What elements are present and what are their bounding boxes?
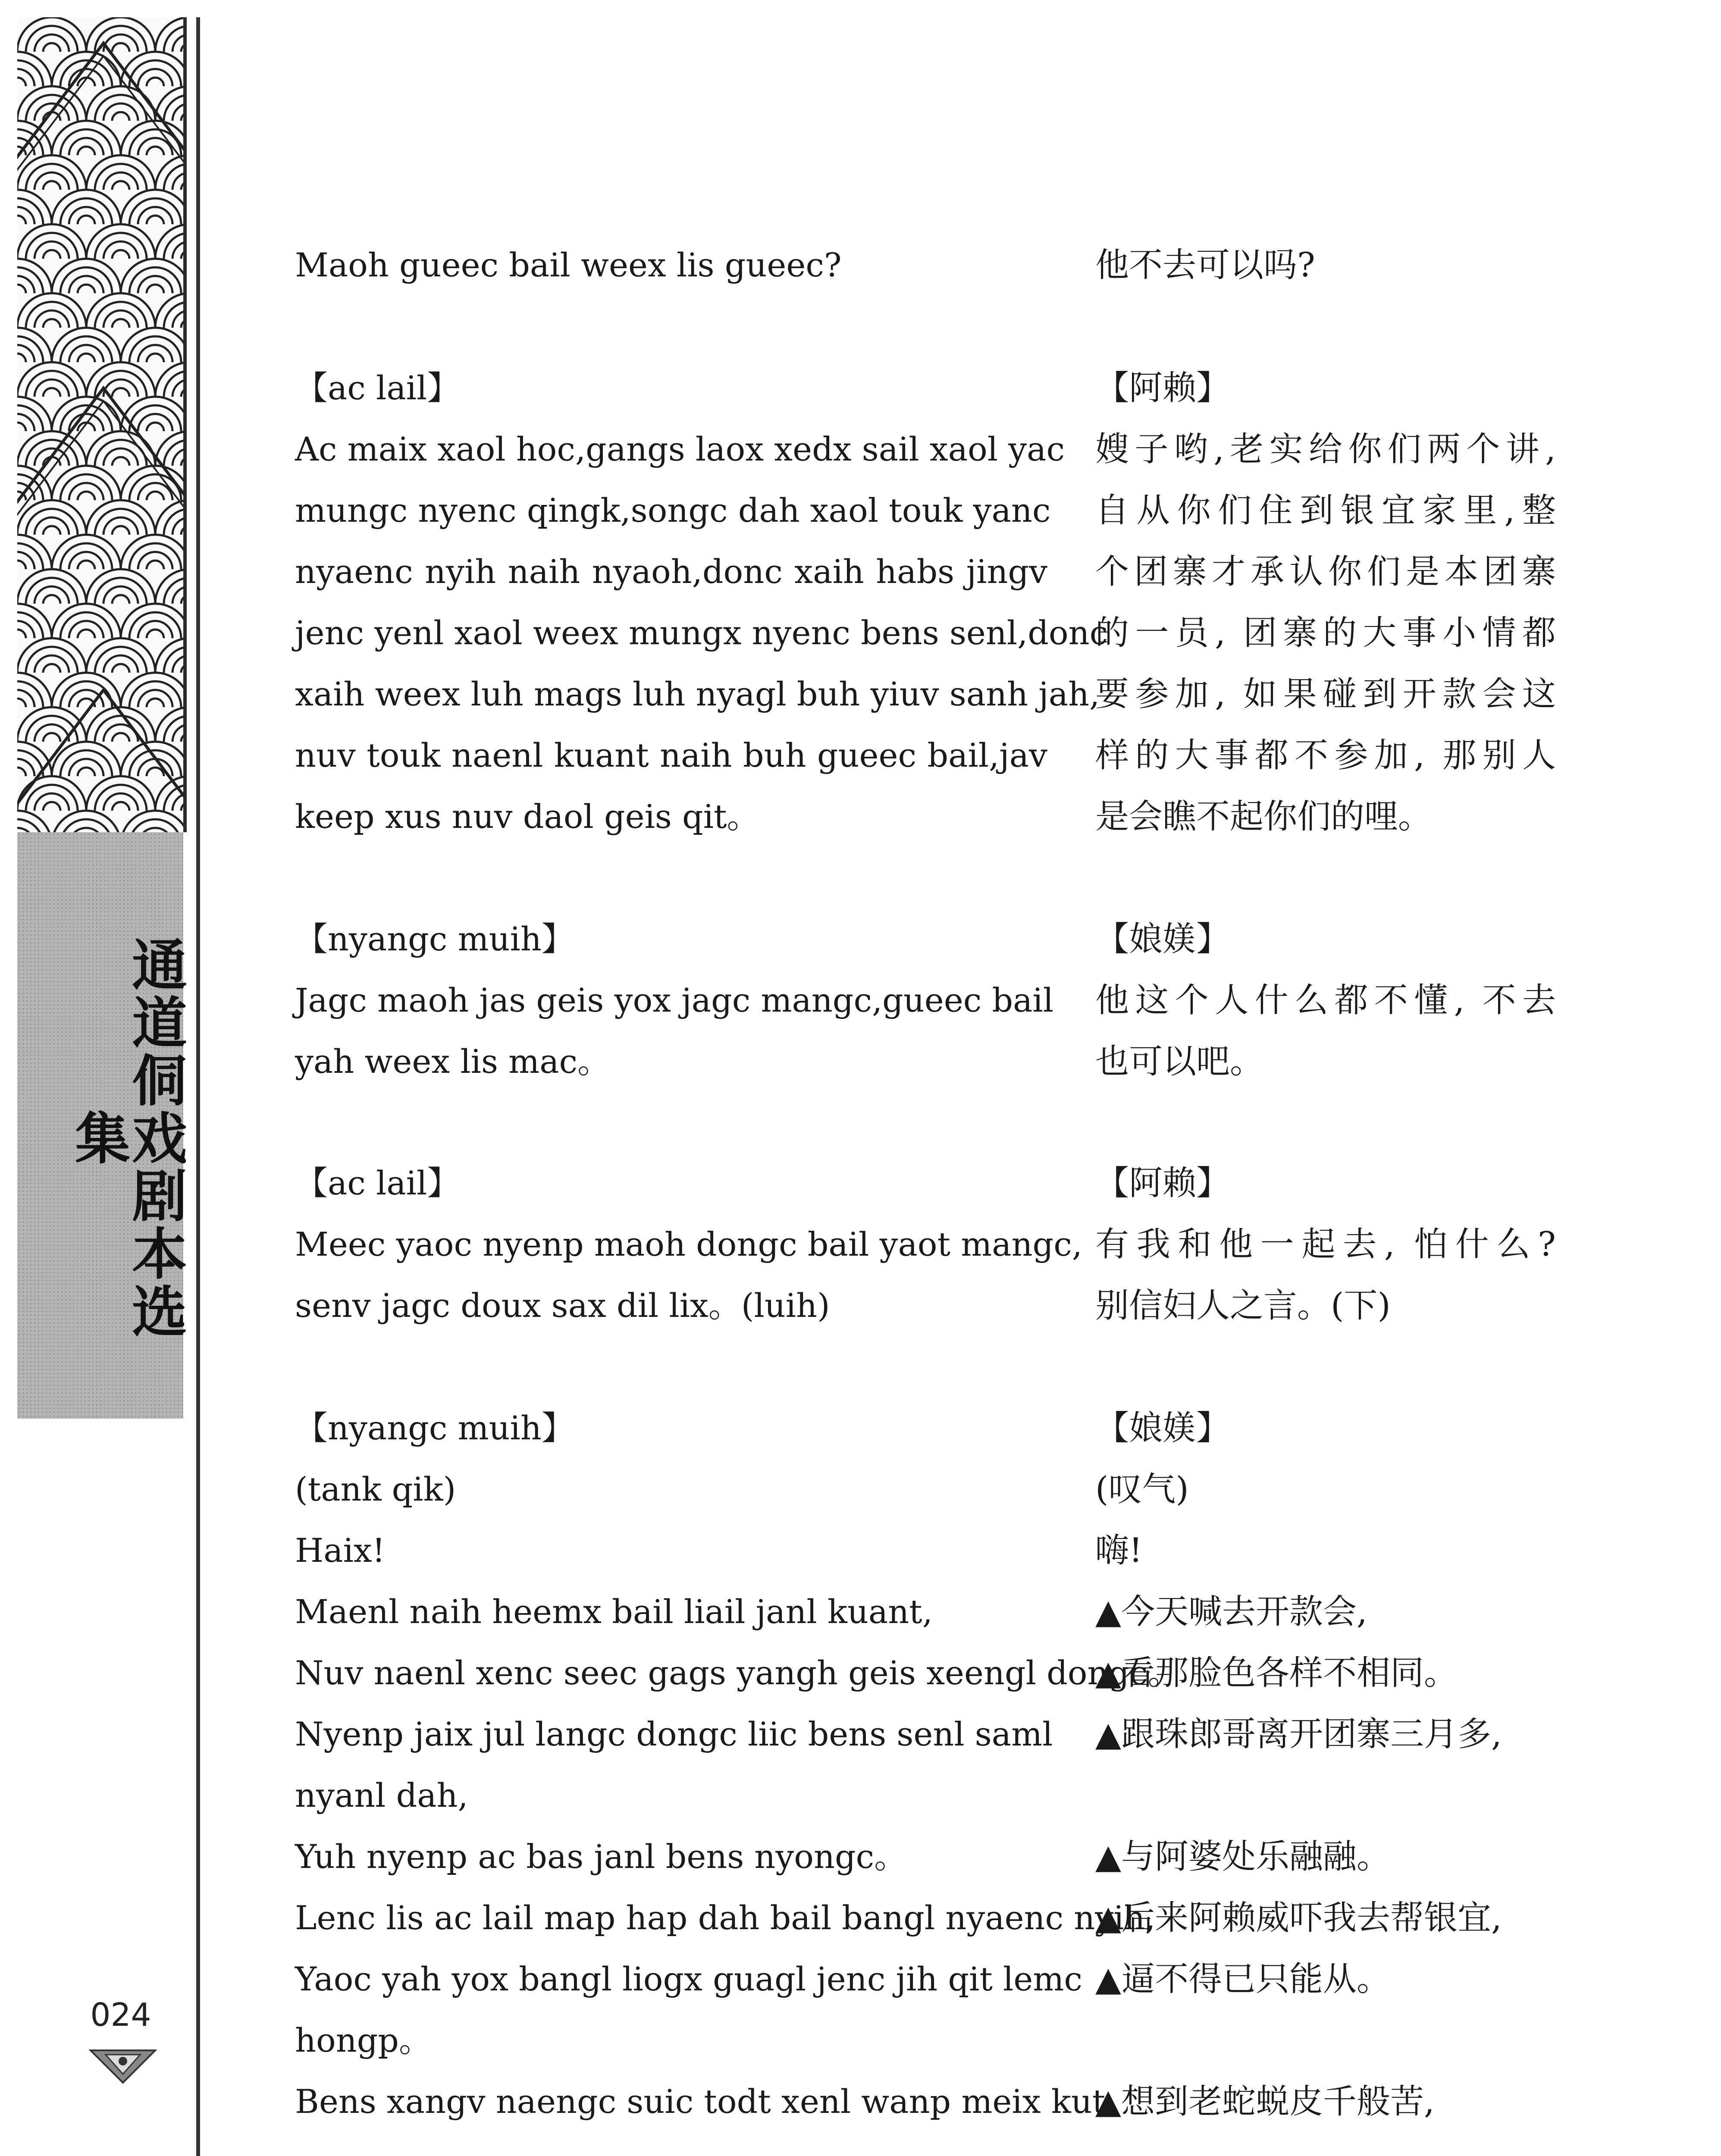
dong-line: nyaenc nyih naih nyaoh,donc xaih habs jingv (295, 552, 1047, 591)
chinese-line: 也可以吧。 (1095, 1042, 1264, 1081)
wave-arc (121, 52, 183, 86)
wave-arc (17, 776, 86, 811)
dong-line: Ac maix xaol hoc,gangs laox xedx sail xaol yac (295, 430, 1065, 468)
chinese-line: 是会瞧不起你们的哩。 (1095, 797, 1432, 836)
dong-line: yah weex lis mac。 (295, 1042, 611, 1081)
wave-arc (52, 466, 121, 500)
wave-arc (155, 776, 183, 811)
wave-arc (17, 52, 52, 86)
decorative-wave-pattern (17, 17, 187, 832)
chinese-line: 样的大事都不参加, 那别人 (1095, 736, 1557, 775)
wave-arc (52, 535, 121, 569)
chinese-line: ▲今天喊去开款会, (1095, 1592, 1367, 1631)
speaker-tag-zh: 【阿赖】 (1095, 369, 1230, 407)
wave-arc (17, 224, 86, 259)
wave-arc (17, 155, 86, 190)
wave-arc (86, 224, 155, 259)
dong-line: mungc nyenc qingk,songc dah xaol touk yanc (295, 491, 1051, 530)
wave-arc (17, 673, 52, 707)
chinese-line: ▲跟珠郎哥离开团寨三月多, (1095, 1715, 1502, 1754)
wave-arc (17, 638, 86, 673)
dong-line: Haix! (295, 1531, 386, 1570)
wave-arc (52, 328, 121, 362)
wave-arc (17, 190, 52, 224)
dong-line: Nyenp jaix jul langc dongc liic bens senl saml (295, 1715, 1053, 1753)
wave-arc (17, 362, 86, 397)
stage-direction-zh: (叹气) (1095, 1470, 1189, 1509)
speaker-tag: 【ac lail】 (295, 1164, 460, 1202)
dong-line: senv jagc doux sax dil lix。(luih) (295, 1286, 830, 1325)
wave-arc (86, 638, 155, 673)
wave-arc (52, 52, 121, 86)
chinese-line: 的一员, 团寨的大事小情都 (1095, 614, 1557, 652)
wave-arc (155, 155, 183, 190)
dong-line: xaih weex luh mags luh nyagl buh yiuv sanh jah, (295, 675, 1100, 713)
wave-arc (52, 190, 121, 224)
wave-arc (86, 155, 155, 190)
sidebar (0, 0, 203, 2156)
wave-arc (121, 397, 183, 431)
wave-arc (121, 190, 183, 224)
wave-arc (121, 604, 183, 638)
chinese-line: ▲与阿婆处乐融融。 (1095, 1837, 1390, 1876)
speaker-tag: 【ac lail】 (295, 369, 460, 407)
wave-arc (155, 362, 183, 397)
wave-arc (17, 328, 52, 362)
wave-arc (86, 500, 155, 535)
wave-arc (86, 17, 155, 52)
wave-arc (86, 293, 155, 328)
wave-arc (155, 224, 183, 259)
chinese-line: 嗨! (1095, 1531, 1143, 1570)
speaker-tag-zh: 【娘媄】 (1095, 1409, 1230, 1448)
chinese-line: ▲看那脸色各样不相同。 (1095, 1654, 1458, 1692)
wave-arc (17, 500, 86, 535)
wave-arc (17, 293, 86, 328)
chinese-line: 有我和他一起去, 怕什么? (1095, 1225, 1557, 1264)
chinese-line: ▲逼不得已只能从。 (1095, 1960, 1390, 1999)
chinese-line: ▲想到老蛇蜕皮千般苦, (1095, 2082, 1435, 2121)
wave-arc (155, 500, 183, 535)
dong-line: Maoh gueec bail weex lis gueec? (295, 246, 842, 284)
wave-arc (155, 17, 183, 52)
wave-arc (17, 17, 86, 52)
wave-arc (86, 569, 155, 604)
chinese-line: ▲后来阿赖威吓我去帮银宜, (1095, 1899, 1502, 1937)
book-title: 通道侗戏剧本选集 (66, 936, 187, 1341)
wave-arc (121, 328, 183, 362)
wave-arc (155, 638, 183, 673)
dong-line: Yaoc yah yox bangl liogx guagl jenc jih qit lemc (295, 1960, 1082, 1998)
dong-line: Meec yaoc nyenp maoh dongc bail yaot mangc, (295, 1225, 1082, 1263)
chinese-line: 他不去可以吗? (1095, 246, 1315, 285)
dong-line: hongp。 (295, 2021, 432, 2059)
wave-arc (86, 431, 155, 466)
wave-arc (17, 397, 52, 431)
dong-line: Lenc lis ac lail map hap dah bail bangl nyaenc nyih, (295, 1899, 1156, 1937)
wave-arc (52, 397, 121, 431)
dong-line: Yuh nyenp ac bas janl bens nyongc。 (295, 1837, 907, 1876)
speaker-tag-zh: 【娘媄】 (1095, 920, 1230, 959)
wave-arc (86, 86, 155, 121)
dong-line: keep xus nuv daol geis qit。 (295, 797, 760, 836)
wave-arc (121, 535, 183, 569)
speaker-tag: 【nyangc muih】 (295, 920, 574, 958)
wave-arc (155, 293, 183, 328)
wave-arc (17, 604, 52, 638)
dong-line: nuv touk naenl kuant naih buh gueec bail,jav (295, 736, 1047, 774)
dong-line: jenc yenl xaol weex mungx nyenc bens senl,donc (295, 614, 1108, 652)
wave-arc (121, 811, 183, 832)
speaker-tag: 【nyangc muih】 (295, 1409, 574, 1447)
vertical-divider (196, 17, 200, 2156)
dong-line: Bens xangv naengc suic todt xenl wanp meix kut, (295, 2082, 1116, 2121)
wave-arc (17, 569, 86, 604)
wave-arc (86, 776, 155, 811)
wave-arc (52, 121, 121, 155)
wave-arc (52, 811, 121, 832)
wave-pattern-icon (17, 17, 183, 832)
wave-arc (121, 673, 183, 707)
page-number: 024 (90, 1996, 151, 2034)
speaker-tag-zh: 【阿赖】 (1095, 1164, 1230, 1203)
wave-arc (17, 535, 52, 569)
wave-arc (17, 259, 52, 293)
dong-line: Maenl naih heemx bail liail janl kuant, (295, 1592, 933, 1631)
wave-arc (86, 362, 155, 397)
wave-arc (52, 259, 121, 293)
dong-line: Jagc maoh jas geis yox jagc mangc,gueec bail (295, 981, 1054, 1019)
chinese-line: 要参加, 如果碰到开款会这 (1095, 675, 1557, 714)
chinese-line: 嫂子哟,老实给你们两个讲, (1095, 430, 1557, 469)
chinese-line: 别信妇人之言。(下) (1095, 1286, 1391, 1325)
wave-arc (121, 259, 183, 293)
wave-arc (17, 742, 52, 776)
wave-arc (121, 742, 183, 776)
wave-arc (17, 811, 52, 832)
chinese-line: 自从你们住到银宜家里,整 (1095, 491, 1557, 530)
wave-arc (155, 707, 183, 742)
wave-arc (52, 604, 121, 638)
stage-direction: (tank qik) (295, 1470, 456, 1508)
ornament-icon (86, 2042, 160, 2085)
title-band (17, 832, 187, 1419)
chinese-line: 个团寨才承认你们是本团寨 (1095, 552, 1557, 591)
chinese-line: 他这个人什么都不懂, 不去 (1095, 981, 1557, 1020)
wave-arc (155, 569, 183, 604)
dong-line: Nuv naenl xenc seec gags yangh geis xeengl dongc。 (295, 1654, 1181, 1692)
dong-line: nyanl dah, (295, 1776, 468, 1814)
wave-arc (52, 673, 121, 707)
